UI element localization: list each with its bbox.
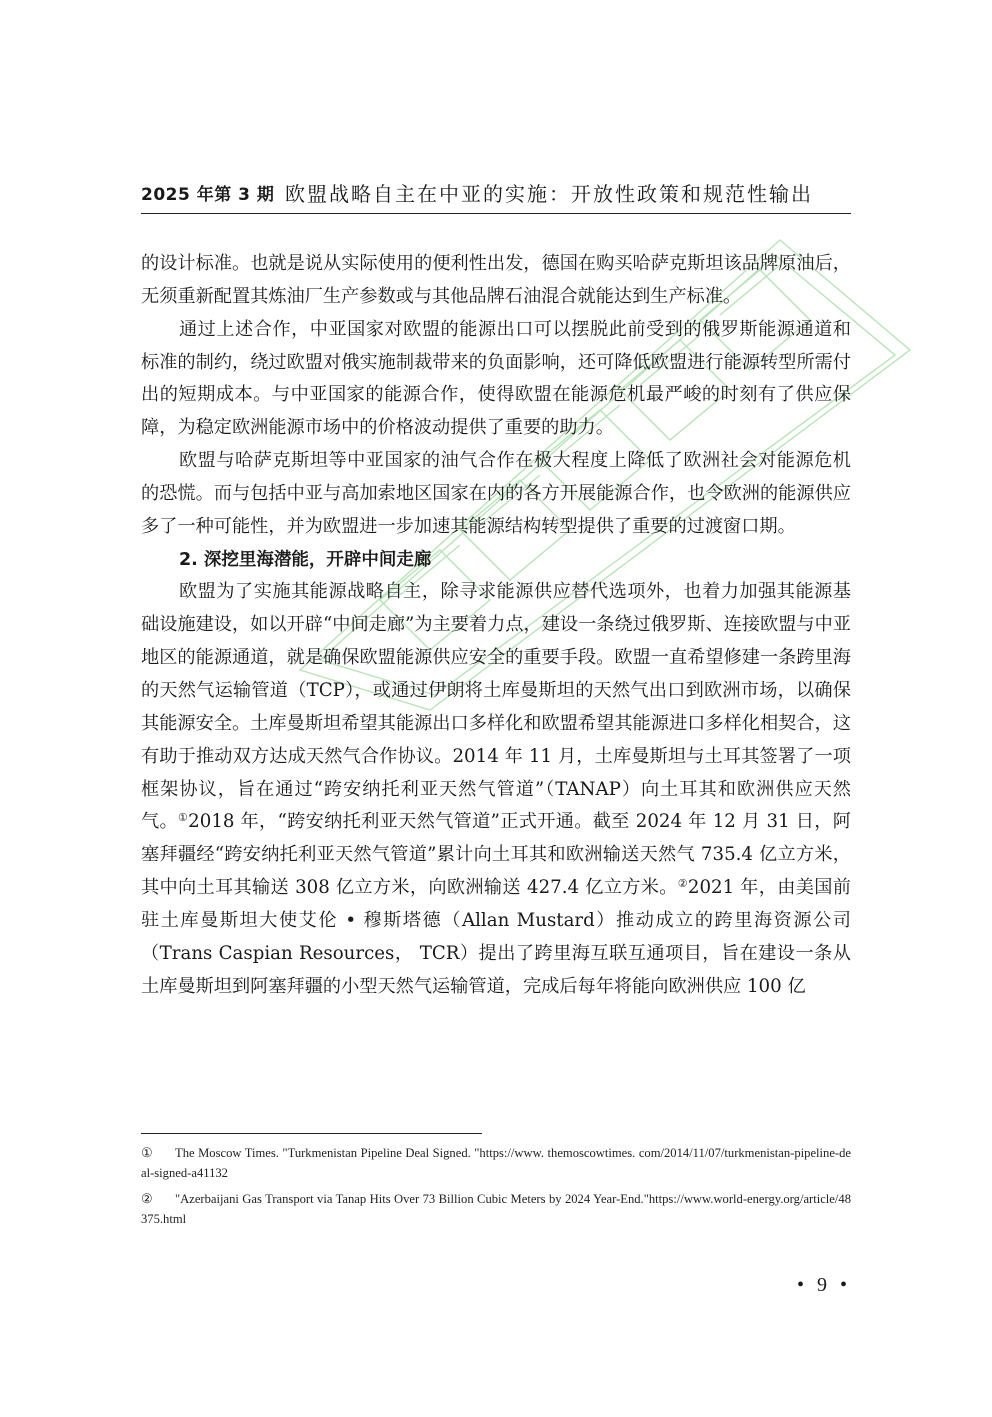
footnote-reference[interactable]: ① (178, 811, 189, 825)
footnotes (141, 1143, 851, 1235)
paragraph-text: 2018 年，“跨安纳托利亚天然气管道”正式开通。截至 2024 年 12 月 31 日，阿塞拜疆经“跨安纳托利亚天然气管道”累计向土耳其和欧洲输送天然气 735.4 亿立方米，其中向土耳其输送 308 亿立方米，向欧洲输送 427.4 亿立方米。 (141, 811, 851, 899)
journal-issue: 2025 年第 3 期 (141, 185, 275, 205)
footnote-mark: ① (141, 1145, 153, 1160)
paragraph-text: 欧盟为了实施其能源战略自主，除寻求能源供应替代选项外，也着力加强其能源基础设施建设，如以开辟“中间走廊”为主要着力点，建设一条绕过俄罗斯、连接欧盟与中亚地区的能源通道，就是确保欧盟能源供应安全的重要手段。欧盟一直希望修建一条跨里海的天然气运输管道（TCP），或通过伊朗将土库曼斯坦的天然气出口到欧洲市场，以确保其能源安全。土库曼斯坦希望其能源出口多样化和欧盟希望其能源进口多样化相契合，这有助于推动双方达成天然气合作协议。2014 年 11 月，土库曼斯坦与土耳其签署了一项框架协议，旨在通过“跨安纳托利亚天然气管道”（TANAP）向土耳其和欧洲供应天然气。 (141, 581, 851, 833)
paragraph: 欧盟与哈萨克斯坦等中亚国家的油气合作在极大程度上降低了欧洲社会对能源危机的恐慌。而与包括中亚与高加索地区国家在内的各方开展能源合作，也令欧洲的能源供应多了一种可能性，并为欧盟进一步加速其能源结构转型提供了重要的过渡窗口期。 (141, 450, 851, 537)
running-header (141, 178, 851, 206)
paragraph-text: 2021 年，由美国前驻土库曼斯坦大使艾伦 • 穆斯塔德（Allan Mustard）推动成立的跨里海资源公司（Trans Caspian Resources， TCR）提出了跨里海互联互通项目，旨在建设一条从土库曼斯坦到阿塞拜疆的小型天然气运输管道，完成后每年将能向欧洲供应 100 亿 (141, 877, 851, 997)
header-divider (141, 213, 851, 214)
section-heading: 2. 深挖里海潜能，开辟中间走廊 (179, 549, 432, 570)
footnote-reference[interactable]: ② (677, 877, 688, 891)
page-number: • 9 • (796, 1274, 851, 1296)
footnote-text: The Moscow Times. "Turkmenistan Pipeline Deal Signed. "https://www. themoscowtimes. com/2014/11/07/turkmenistan-pipeline-deal-signed-a41132 (141, 1146, 851, 1180)
footnote-mark: ② (141, 1191, 153, 1206)
article-body (141, 248, 851, 1003)
article-running-title: 欧盟战略自主在中亚的实施：开放性政策和规范性输出 (285, 182, 813, 206)
footnote (141, 1143, 851, 1183)
footnote (141, 1189, 851, 1229)
footnote-text: "Azerbaijani Gas Transport via Tanap Hits Over 73 Billion Cubic Meters by 2024 Year-End."https://www.world-energy.org/article/48375.html (141, 1192, 851, 1226)
paragraph: 通过上述合作，中亚国家对欧盟的能源出口可以摆脱此前受到的俄罗斯能源通道和标准的制约，绕过欧盟对俄实施制裁带来的负面影响，还可降低欧盟进行能源转型所需付出的短期成本。与中亚国家的能源合作，使得欧盟在能源危机最严峻的时刻有了供应保障，为稳定欧洲能源市场中的价格波动提供了重要的助力。 (141, 318, 851, 439)
paragraph (141, 576, 851, 1003)
paragraph: 的设计标准。也就是说从实际使用的便利性出发，德国在购买哈萨克斯坦该品牌原油后，无须重新配置其炼油厂生产参数或与其他品牌石油混合就能达到生产标准。 (141, 253, 851, 307)
footnote-divider (141, 1133, 482, 1134)
